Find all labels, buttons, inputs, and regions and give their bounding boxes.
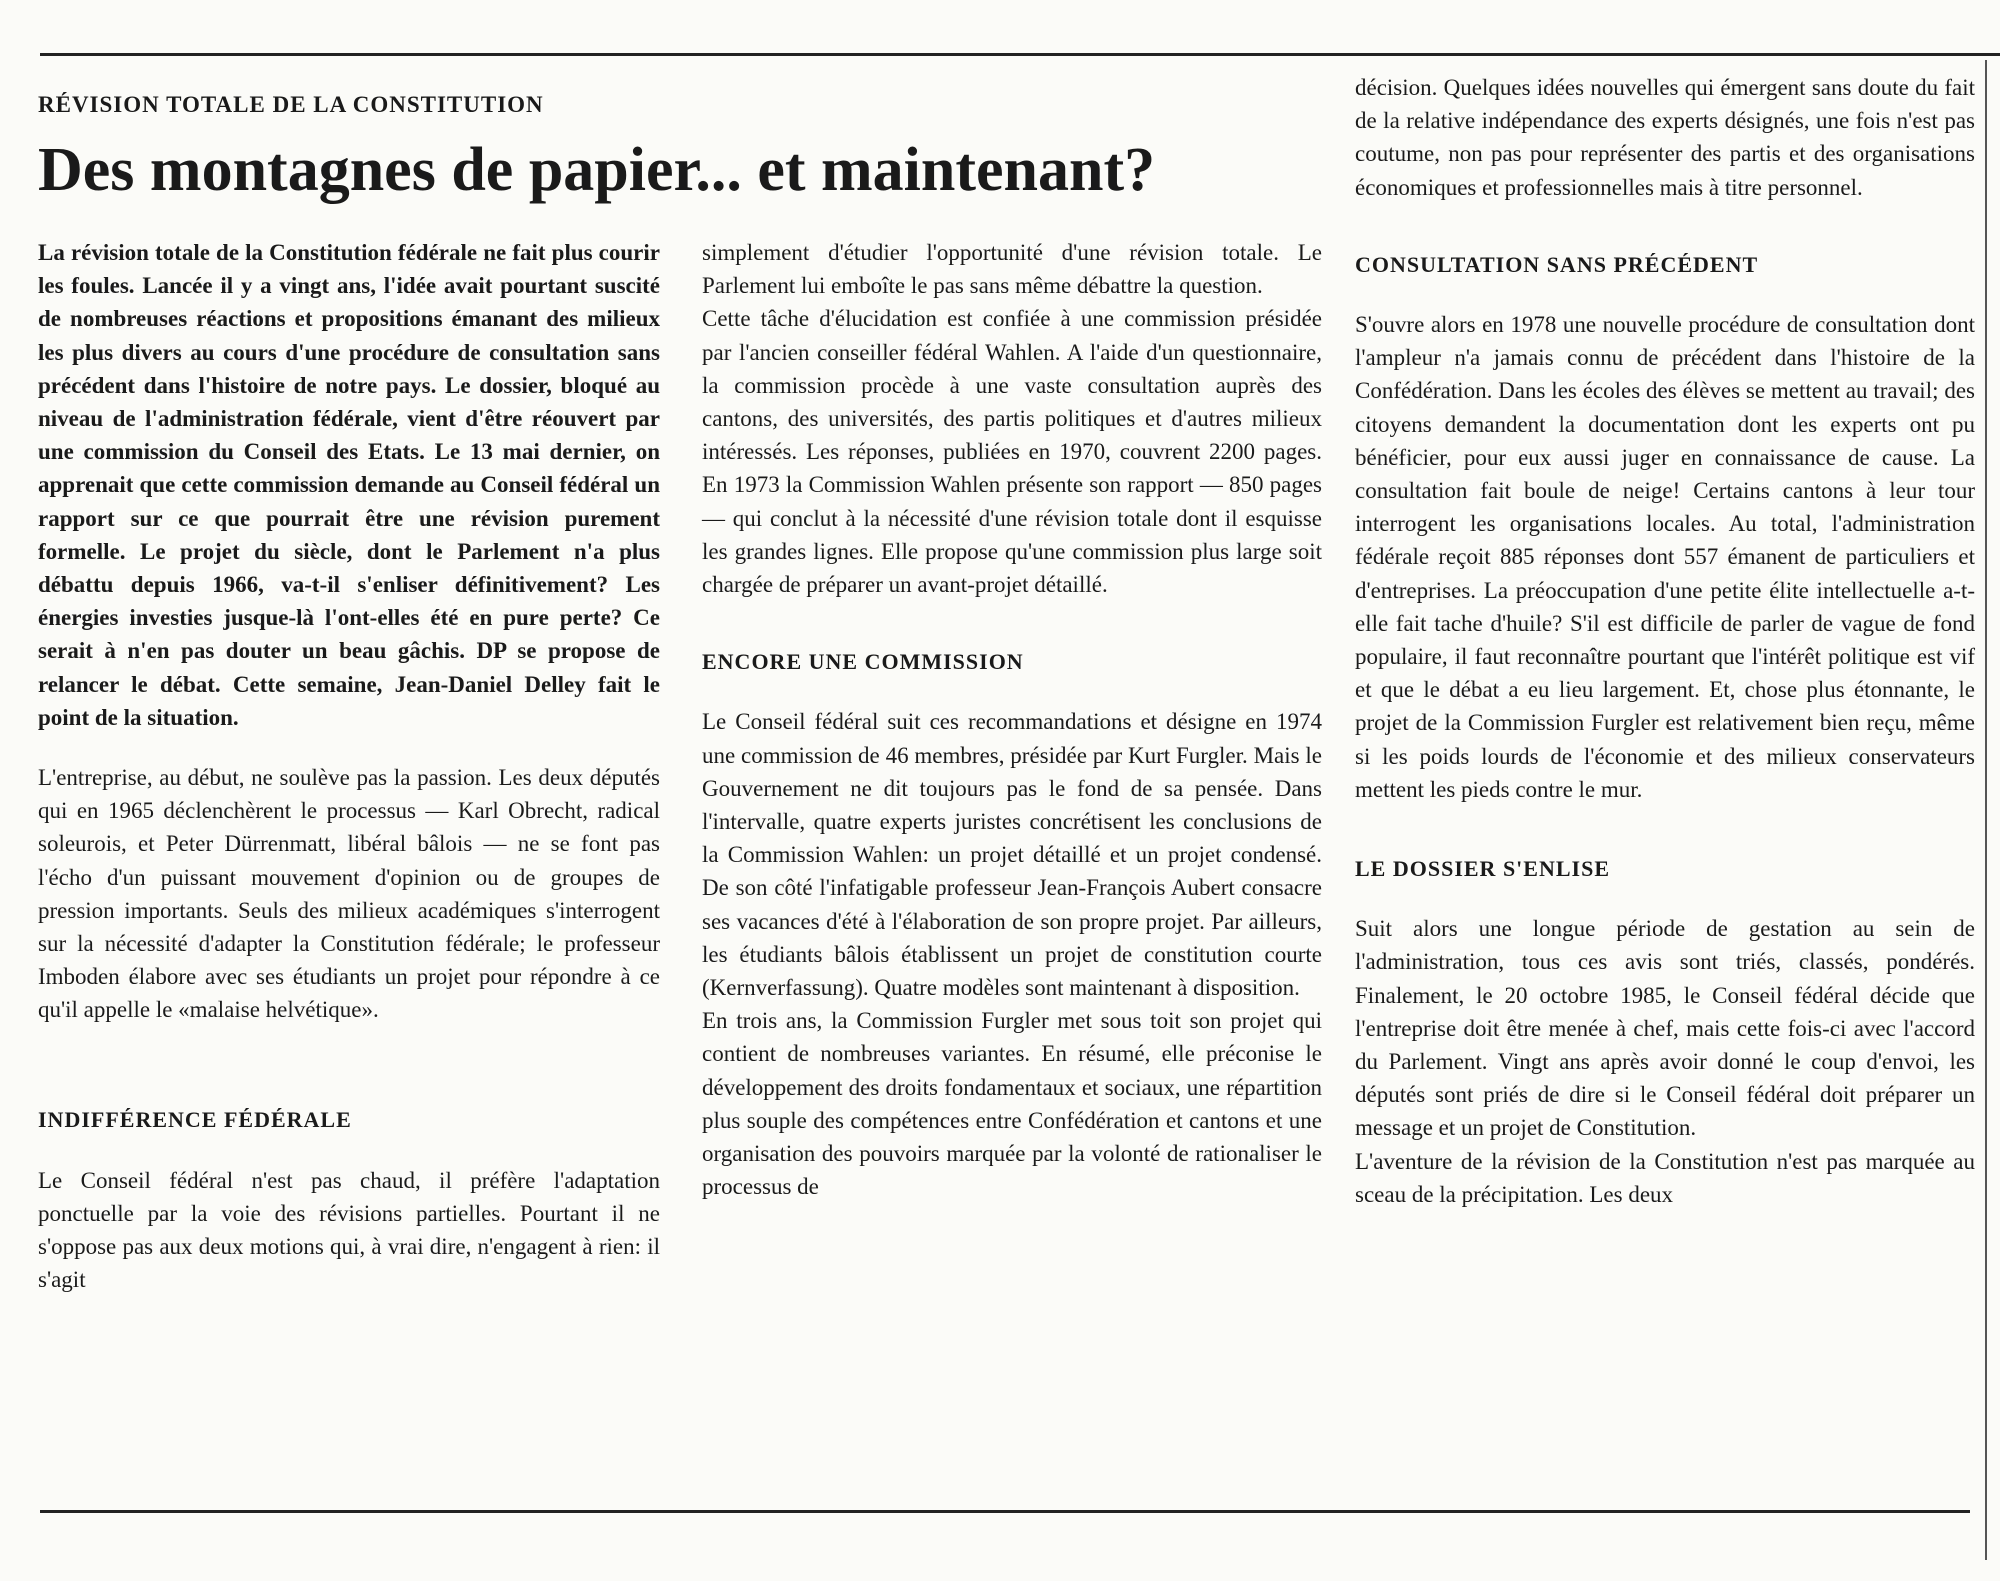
column-1 (38, 236, 660, 1297)
page-edge (1985, 60, 1987, 1560)
body-paragraph: S'ouvre alors en 1978 une nouvelle procédure de consultation dont l'ampleur n'a jamais connu de précédent dans l'histoire de la Confédération. Dans les écoles des élèves se mettent au travail; des citoyens demandent la documentation dont les experts ont pu bénéficier, pour eux aussi juger en connaissance de cause. La consultation fait boule de neige! Certains cantons à leur tour interrogent les organisations locales. Au total, l'administration fédérale reçoit 885 réponses dont 557 émanent de particuliers et d'entreprises. La préoccupation d'une petite élite intellectuelle a-t-elle fait tache d'huile? S'il est difficile de parler de vague de fond populaire, il faut reconnaître pourtant que l'intérêt politique est vif et que le débat a eu lieu largement. Et, chose plus étonnante, le projet de la Commission Furgler est relativement bien reçu, même si les poids lourds de l'économie et des milieux conservateurs mettent les pieds contre le mur. (1355, 312, 1975, 802)
body-paragraph: Cette tâche d'élucidation est confiée à une commission présidée par l'ancien conseiller fédéral Wahlen. A l'aide d'un questionnaire, la commission procède à une vaste consultation auprès des cantons, des universités, des partis politiques et d'autres milieux intéressés. Les réponses, publiées en 1970, couvrent 2200 pages. En 1973 la Commission Wahlen présente son rapport — 850 pages — qui conclut à la nécessité d'une révision totale dont il esquisse les grandes lignes. Elle propose qu'une commission plus large soit chargée de préparer un avant-projet détaillé. (702, 306, 1322, 598)
subheading-consultation: CONSULTATION SANS PRÉCÉDENT (1355, 251, 1759, 277)
body-paragraph: décision. Quelques idées nouvelles qui émergent sans doute du fait de la relative indépendance des experts désignés, une fois n'est pas coutume, non pas pour représenter des partis et des organisations économiques et professionnelles mais à titre personnel. (1355, 75, 1975, 200)
body-paragraph: Le Conseil fédéral n'est pas chaud, il préfère l'adaptation ponctuelle par la voie des révisions partielles. Pourtant il ne s'oppose pas aux deux motions qui, à vrai dire, n'engagent à rien: il s'agit (38, 1167, 660, 1293)
column-2 (702, 236, 1322, 1203)
body-paragraph: L'aventure de la révision de la Constitution n'est pas marquée au sceau de la précipitation. Les deux (1355, 1148, 1975, 1207)
column-3 (1355, 71, 1975, 1211)
body-paragraph: En trois ans, la Commission Furgler met sous toit son projet qui contient de nombreuses variantes. En résumé, elle préconise le développement des droits fondamentaux et sociaux, une répartition plus souple des compétences entre Confédération et cantons et une organisation des pouvoirs marquée par la volonté de rationaliser le processus de (702, 1008, 1322, 1200)
article-headline: Des montagnes de papier... et maintenant? (38, 136, 1156, 204)
body-paragraph: Suit alors une longue période de gestation au sein de l'administration, tous ces avis sont triés, classés, pondérés. Finalement, le 20 octobre 1985, le Conseil fédéral décide que l'entreprise doit être menée à chef, mais cette fois-ci avec l'accord du Parlement. Vingt ans après avoir donné le coup d'envoi, les députés sont priés de dire si le Conseil fédéral doit préparer un message et un projet de Constitution. (1355, 916, 1975, 1141)
body-paragraph: simplement d'étudier l'opportunité d'une révision totale. Le Parlement lui emboîte le pas sans même débattre la question. (702, 240, 1322, 299)
subheading-indifference: INDIFFÉRENCE FÉDÉRALE (38, 1106, 352, 1132)
section-kicker: RÉVISION TOTALE DE LA CONSTITUTION (38, 92, 544, 117)
bottom-rule (40, 1510, 1970, 1513)
lead-paragraph: La révision totale de la Constitution fédérale ne fait plus courir les foules. Lancée il y a vingt ans, l'idée avait pourtant suscité de nombreuses réactions et propositions émanant des milieux les plus divers au cours d'une procédure de consultation sans précédent dans l'histoire de notre pays. Le dossier, bloqué au niveau de l'administration fédérale, vient d'être réouvert par une commission du Conseil des Etats. Le 13 mai dernier, on apprenait que cette commission demande au Conseil fédéral un rapport sur ce que pourrait être une révision purement formelle. Le projet du siècle, dont le Parlement n'a plus débattu depuis 1966, va-t-il s'enliser définitivement? Les énergies investies jusque-là l'ont-elles été en pure perte? Ce serait à n'en pas douter un beau gâchis. DP se propose de relancer le débat. Cette semaine, Jean-Daniel Delley fait le point de la situation. (38, 240, 660, 730)
subheading-dossier: LE DOSSIER S'ENLISE (1355, 856, 1610, 882)
top-rule (40, 53, 2000, 56)
subheading-commission: ENCORE UNE COMMISSION (702, 649, 1024, 675)
body-paragraph: Le Conseil fédéral suit ces recommandations et désigne en 1974 une commission de 46 membres, présidée par Kurt Furgler. Mais le Gouvernement ne dit toujours pas le fond de sa pensée. Dans l'intervalle, quatre experts juristes concrétisent les conclusions de la Commission Wahlen: un projet détaillé et un projet condensé. De son côté l'infatigable professeur Jean-François Aubert consacre ses vacances d'été à l'élaboration de son propre projet. Par ailleurs, les étudiants bâlois établissent un projet de constitution courte (Kernverfassung). Quatre modèles sont maintenant à disposition. (702, 709, 1322, 1001)
body-paragraph: L'entreprise, au début, ne soulève pas la passion. Les deux députés qui en 1965 déclenchèrent le processus — Karl Obrecht, radical soleurois, et Peter Dürrenmatt, libéral bâlois — ne se font pas l'écho d'un puissant mouvement d'opinion ou de groupes de pression importants. Seuls des milieux académiques s'interrogent sur la nécessité d'adapter la Constitution fédérale; le professeur Imboden élabore avec ses étudiants un projet pour répondre à ce qu'il appelle le «malaise helvétique». (38, 765, 660, 1023)
